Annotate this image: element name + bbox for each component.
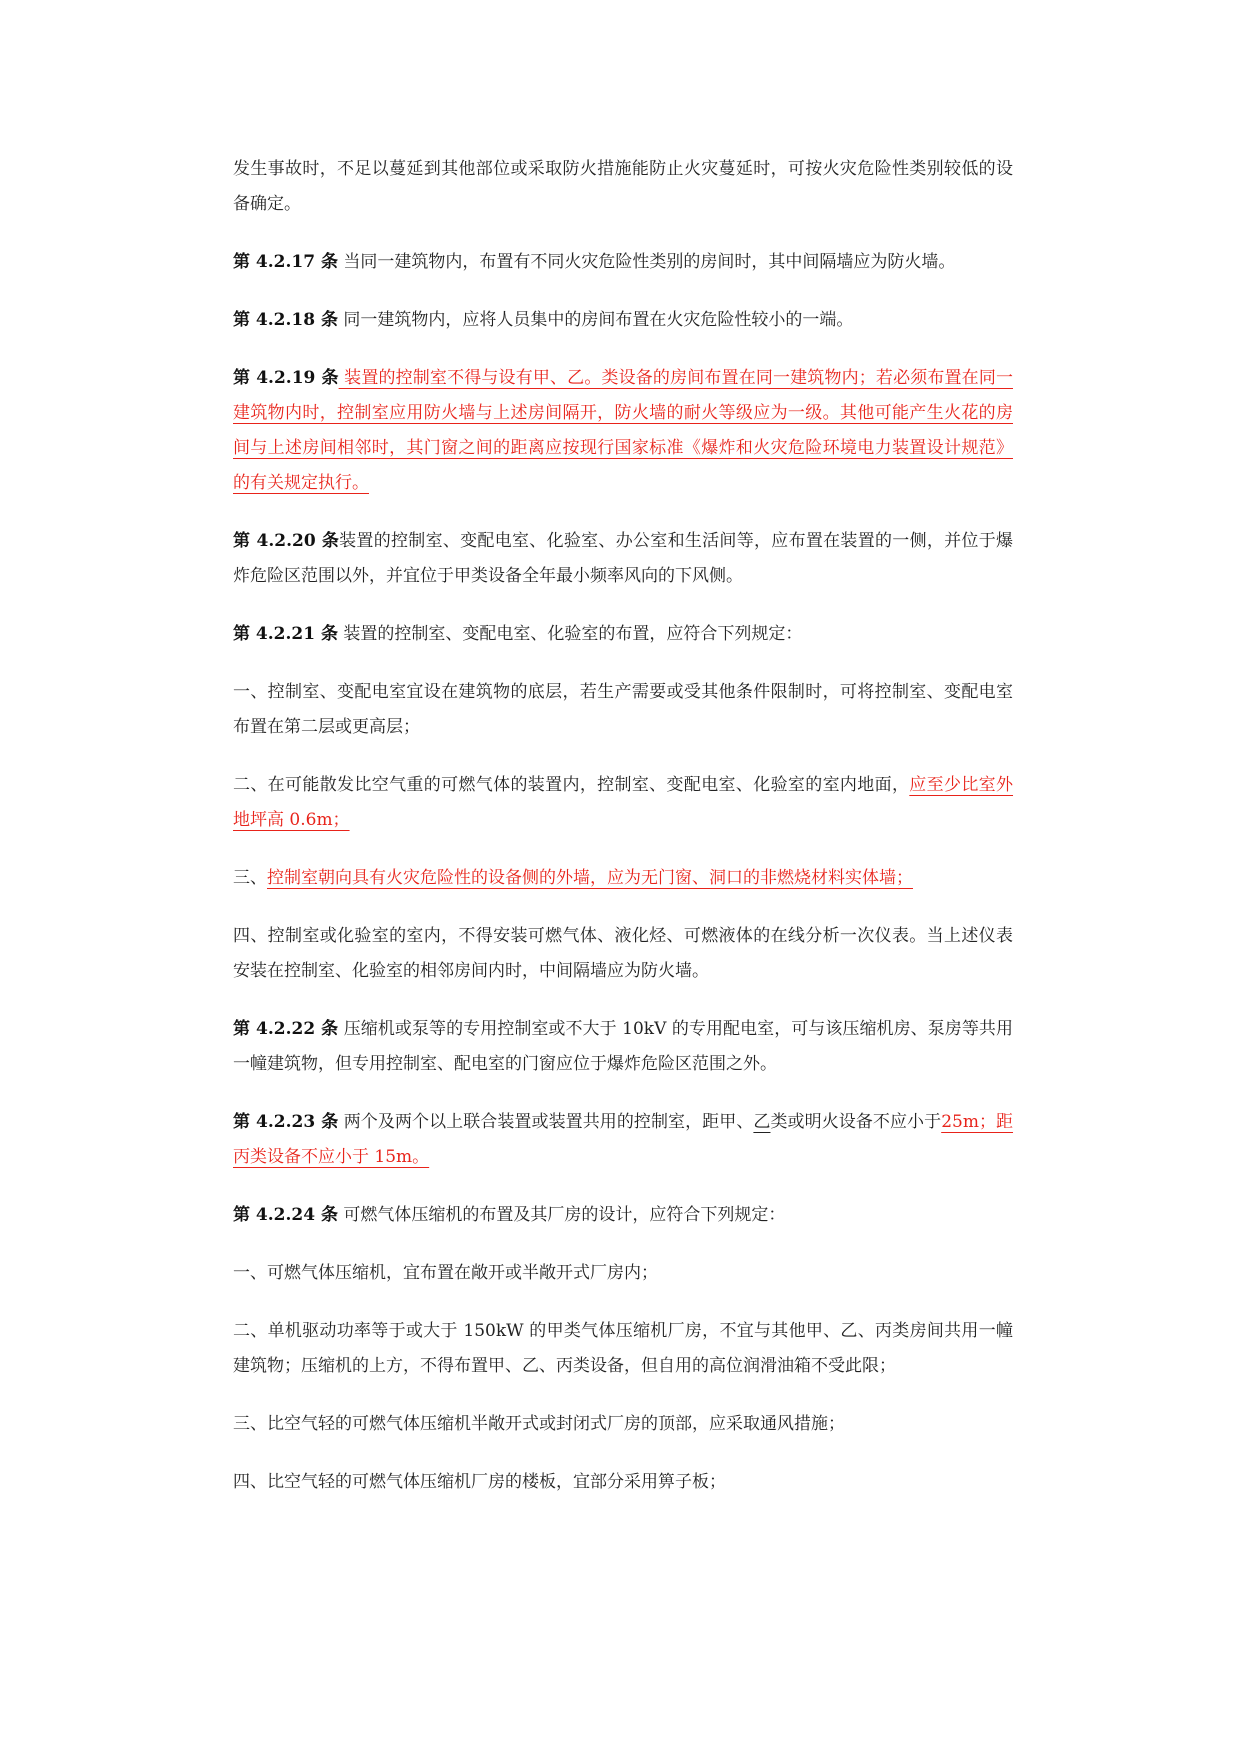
paragraph	[233, 861, 1013, 896]
paragraph-text: 四、比空气轻的可燃气体压缩机厂房的楼板，宜部分采用箅子板；	[233, 1472, 726, 1492]
article-number: 第 4.2.21 条	[233, 624, 338, 644]
paragraph	[233, 675, 1013, 745]
article-number: 第 4.2.24 条	[233, 1205, 338, 1225]
paragraph	[233, 1465, 1013, 1500]
paragraph-text: 两个及两个以上联合装置或装置共用的控制室，距甲、	[338, 1112, 754, 1132]
paragraph-text: 当同一建筑物内，布置有不同火灾危险性类别的房间时，其中间隔墙应为防火墙。	[338, 252, 956, 272]
paragraph	[233, 1407, 1013, 1442]
paragraph-text: 三、	[233, 868, 267, 888]
paragraph	[233, 1105, 1013, 1175]
paragraph-text: 一、可燃气体压缩机，宜布置在敞开或半敞开式厂房内；	[233, 1263, 658, 1283]
article-number: 第 4.2.18 条	[233, 310, 338, 330]
paragraph	[233, 617, 1013, 652]
article-number: 第 4.2.19 条	[233, 368, 339, 388]
paragraph-text: 四、控制室或化验室的室内，不得安装可燃气体、液化烃、可燃液体的在线分析一次仪表。当上述仪表安装在控制室、化验室的相邻房间内时，中间隔墙应为防火墙。	[233, 926, 1013, 981]
highlighted-text: 装置的控制室不得与设有甲、乙。类设备的房间布置在同一建筑物内；若必须布置在同一建筑物内时，控制室应用防火墙与上述房间隔开，防火墙的耐火等级应为一级。其他可能产生火花的房间与上述房间相邻时，其门窗之间的距离应按现行国家标准《爆炸和火灾危险环境电力装置设计规范》的有关规定执行。	[233, 368, 1013, 493]
paragraph	[233, 361, 1013, 501]
highlighted-text: 应至少比室外地坪高 0.6m；	[233, 775, 1014, 830]
paragraph-text: 同一建筑物内，应将人员集中的房间布置在火灾危险性较小的一端。	[338, 310, 854, 330]
paragraph-text: 发生事故时，不足以蔓延到其他部位或采取防火措施能防止火灾蔓延时，可按火灾危险性类别较低的设备确定。	[233, 159, 1013, 214]
paragraph	[233, 303, 1013, 338]
paragraph	[233, 524, 1013, 594]
paragraph	[233, 1314, 1013, 1384]
paragraph-text: 装置的控制室、变配电室、化验室的布置，应符合下列规定：	[338, 624, 803, 644]
article-number: 第 4.2.22 条	[233, 1019, 339, 1039]
paragraph-text: 压缩机或泵等的专用控制室或不大于 10kV 的专用配电室，可与该压缩机房、泵房等共用一幢建筑物，但专用控制室、配电室的门窗应位于爆炸危险区范围之外。	[233, 1019, 1013, 1074]
paragraph-text: 可燃气体压缩机的布置及其厂房的设计，应符合下列规定：	[338, 1205, 786, 1225]
paragraph-text: 一、控制室、变配电室宜设在建筑物的底层，若生产需要或受其他条件限制时，可将控制室、变配电室布置在第二层或更高层；	[233, 682, 1013, 737]
paragraph-text: 二、单机驱动功率等于或大于 150kW 的甲类气体压缩机厂房，不宜与其他甲、乙、丙类房间共用一幢建筑物；压缩机的上方，不得布置甲、乙、丙类设备，但自用的高位润滑油箱不受此限；	[233, 1321, 1013, 1376]
paragraph	[233, 1198, 1013, 1233]
paragraph	[233, 768, 1013, 838]
article-number: 第 4.2.20 条	[233, 531, 340, 551]
paragraph	[233, 1256, 1013, 1291]
paragraph-text: 类或明火设备不应小于	[770, 1112, 942, 1132]
article-number: 第 4.2.23 条	[233, 1112, 339, 1132]
paragraph-text: 二、在可能散发比空气重的可燃气体的装置内，控制室、变配电室、化验室的室内地面，	[233, 775, 910, 795]
paragraph-text: 装置的控制室、变配电室、化验室、办公室和生活间等，应布置在装置的一侧，并位于爆炸危险区范围以外，并宜位于甲类设备全年最小频率风向的下风侧。	[233, 531, 1013, 586]
paragraph	[233, 245, 1013, 280]
article-number: 第 4.2.17 条	[233, 252, 338, 272]
underlined-text: 乙	[753, 1112, 771, 1132]
paragraph	[233, 1012, 1013, 1082]
paragraph	[233, 919, 1013, 989]
paragraph-text: 三、比空气轻的可燃气体压缩机半敞开式或封闭式厂房的顶部，应采取通风措施；	[233, 1414, 845, 1434]
highlighted-text: 25m；距丙类设备不应小于 15m。	[233, 1112, 1014, 1167]
highlighted-text: 控制室朝向具有火灾危险性的设备侧的外墙，应为无门窗、洞口的非燃烧材料实体墙；	[267, 868, 913, 888]
paragraph	[233, 152, 1013, 222]
document-body	[233, 152, 1013, 1523]
